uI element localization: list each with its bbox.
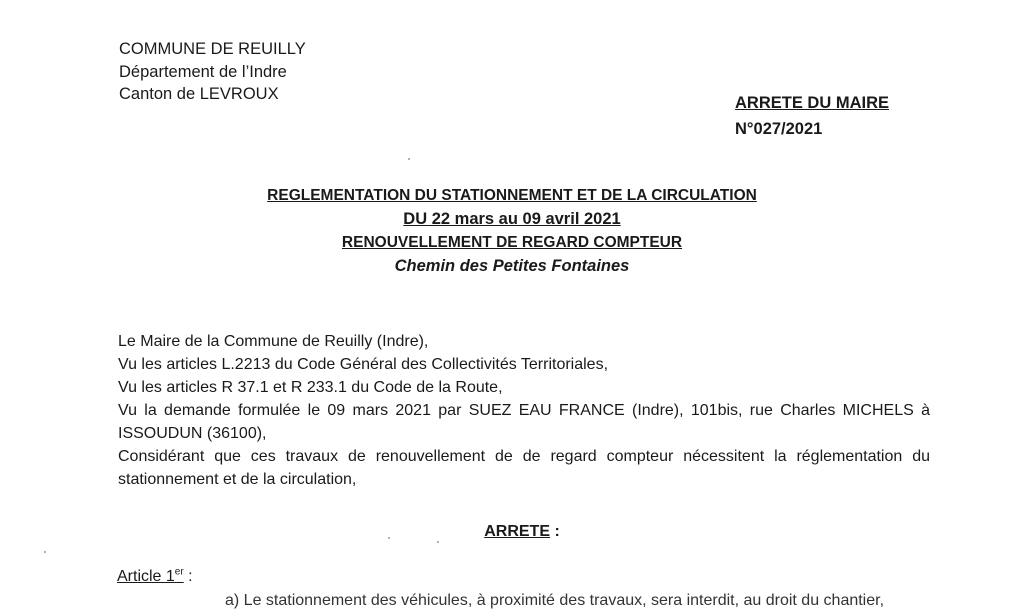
subject-block [0,184,1024,278]
scan-speck [408,158,410,160]
scan-speck [44,551,46,553]
arrete-word: ARRETE [484,523,550,540]
article-1-label [117,568,184,585]
article-1-heading [117,566,193,589]
subject-dates: DU 22 mars au 09 avril 2021 [403,209,621,228]
arrete-colon: : [550,523,560,540]
arrete-number: N°027/2021 [735,120,823,138]
arrete-reference [735,90,889,142]
preamble-vu-1: Vu les articles L.2213 du Code Général des Collectivités Territoriales, [118,356,609,373]
preamble-vu-2: Vu les articles R 37.1 et R 233.1 du Code de la Route, [118,379,503,396]
preamble-considerant: Considérant que ces travaux de renouvellement de de regard compteur nécessitent la réglementation du stationnement et de la circulation, [118,448,930,488]
canton-name: Canton de LEVROUX [119,85,279,103]
subject-line-1: REGLEMENTATION DU STATIONNEMENT ET DE LA CIRCULATION [267,187,757,204]
partial-cut-line: a) Le stationnement des véhicules, à proximité des travaux, sera interdit, au droit du chantier, [225,592,885,609]
commune-header [119,38,306,106]
commune-name: COMMUNE DE REUILLY [119,40,306,58]
departement-name: Département de l’Indre [119,62,287,81]
preamble-maire: Le Maire de la Commune de Reuilly (Indre), [118,333,429,350]
arrete-heading [0,521,1024,544]
preamble [118,330,930,491]
article-1-sup: er [174,566,184,578]
scan-speck [388,537,390,539]
arrete-title: ARRETE DU MAIRE [735,94,890,112]
article-1-colon: : [183,568,193,585]
scan-speck [437,541,439,543]
subject-line-3: RENOUVELLEMENT DE REGARD COMPTEUR [341,234,683,251]
subject-location: Chemin des Petites Fontaines [394,256,630,275]
article-1-text: Article 1 [117,568,175,585]
preamble-vu-3: Vu la demande formulée le 09 mars 2021 par SUEZ EAU FRANCE (Indre), 101bis, rue Charles MICHELS à ISSOUDUN (36100), [118,402,930,442]
